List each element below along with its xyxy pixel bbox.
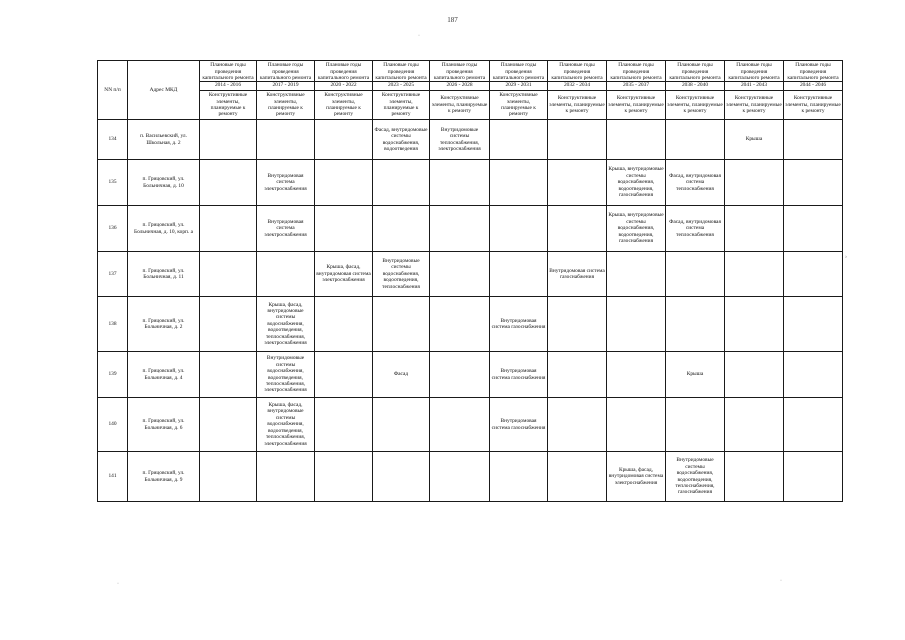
repair-elements-cell: Внутридомовая система газоснабжения	[490, 398, 548, 452]
scan-speck: ·	[117, 581, 119, 587]
repair-elements-cell	[430, 160, 490, 206]
repair-elements-cell	[315, 206, 373, 252]
repair-elements-cell: Фасад, внутридомовая система теплоснабжения	[666, 206, 725, 252]
repair-elements-cell	[784, 206, 843, 252]
repair-elements-cell	[315, 120, 373, 160]
repair-elements-cell	[725, 206, 784, 252]
header-elements-6: Конструктивные элементы, планируемые к ремонту	[548, 91, 607, 120]
repair-elements-cell	[725, 252, 784, 297]
header-period-caption: Плановые годы проведения капитального ремонта	[433, 62, 486, 81]
repair-elements-cell	[607, 252, 666, 297]
header-period-3	[373, 61, 430, 91]
repair-elements-cell: Внутридомовая система электроснабжения	[257, 206, 315, 252]
row-address: п. Грицовский, ул. Больничная, д. 9	[128, 452, 200, 502]
header-period-caption: Плановые годы проведения капитального ремонта	[317, 62, 370, 81]
repair-elements-cell: Внутридомовая система электроснабжения	[257, 160, 315, 206]
repair-elements-cell	[490, 252, 548, 297]
repair-elements-cell	[200, 160, 257, 206]
scan-speck: ·	[780, 578, 782, 584]
header-period-caption: Плановые годы проведения капитального ремонта	[787, 62, 839, 81]
repair-elements-cell	[200, 297, 257, 352]
repair-elements-cell	[430, 352, 490, 398]
repair-elements-cell	[784, 352, 843, 398]
repair-elements-cell	[607, 120, 666, 160]
repair-elements-cell	[725, 160, 784, 206]
header-period-0	[200, 61, 257, 91]
repair-elements-cell	[548, 160, 607, 206]
table-body	[98, 120, 843, 502]
table-row	[98, 297, 843, 352]
repair-elements-cell	[490, 160, 548, 206]
repair-elements-cell	[725, 398, 784, 452]
header-elements-10: Конструктивные элементы, планируемые к ремонту	[784, 91, 843, 120]
repair-elements-cell	[784, 160, 843, 206]
header-period-7	[607, 61, 666, 91]
repair-elements-cell	[200, 206, 257, 252]
header-elements-0: Конструктивные элементы, планируемые к ремонту	[200, 91, 257, 120]
header-period-years: 2017 - 2019	[257, 81, 314, 88]
repair-elements-cell	[200, 452, 257, 502]
header-period-5	[490, 61, 548, 91]
header-elements-2: Конструктивные элементы, планируемые к ремонту	[315, 91, 373, 120]
row-address: п. Васильевский, ул. Школьная, д. 2	[128, 120, 200, 160]
repair-elements-cell	[666, 120, 725, 160]
header-period-4	[430, 61, 490, 91]
repair-elements-cell	[430, 297, 490, 352]
header-period-years: 2032 - 2034	[548, 81, 606, 88]
header-row-periods	[98, 61, 843, 91]
repair-elements-cell	[784, 252, 843, 297]
row-number: 140	[98, 398, 128, 452]
repair-elements-cell: Внутридомовые системы водоснабжения, водоотведения, теплоснабжения, электроснабжения	[257, 352, 315, 398]
row-address: п. Грицовский, ул. Больничная, д. 6	[128, 398, 200, 452]
header-period-caption: Плановые годы проведения капитального ремонта	[610, 62, 662, 81]
header-period-years: 2020 - 2022	[315, 81, 372, 88]
repair-elements-cell	[666, 398, 725, 452]
repair-elements-cell	[373, 160, 430, 206]
repair-elements-cell: Фасад	[373, 352, 430, 398]
table-row	[98, 252, 843, 297]
repair-elements-cell	[490, 452, 548, 502]
repair-elements-cell: Внутридомовые системы водоснабжения, водоотведения, теплоснабжения	[373, 252, 430, 297]
header-period-caption: Плановые годы проведения капитального ремонта	[259, 62, 312, 81]
header-elements-5: Конструктивные элементы, планируемые к ремонту	[490, 91, 548, 120]
repair-elements-cell: Крыша, фасад, внутридомовая система электроснабжения	[315, 252, 373, 297]
repair-elements-cell	[607, 398, 666, 452]
header-period-caption: Плановые годы проведения капитального ремонта	[728, 62, 780, 81]
header-period-8	[666, 61, 725, 91]
repair-elements-cell	[315, 297, 373, 352]
header-period-years: 2023 - 2025	[373, 81, 429, 88]
scan-speck: ›	[845, 254, 847, 260]
header-period-6	[548, 61, 607, 91]
row-number: 141	[98, 452, 128, 502]
header-address: Адрес МКД	[128, 61, 200, 120]
header-period-caption: Плановые годы проведения капитального ремонта	[492, 62, 545, 81]
scan-speck: ·	[418, 33, 420, 39]
repair-elements-cell	[490, 120, 548, 160]
header-elements-3: Конструктивные элементы, планируемые к ремонту	[373, 91, 430, 120]
repair-elements-cell	[725, 352, 784, 398]
repair-elements-cell	[607, 297, 666, 352]
header-period-1	[257, 61, 315, 91]
repair-elements-cell	[430, 452, 490, 502]
repair-elements-cell	[373, 206, 430, 252]
repair-elements-cell	[784, 297, 843, 352]
row-address: п. Грицовский, ул. Больничная, д. 4	[128, 352, 200, 398]
repair-elements-cell	[725, 297, 784, 352]
repair-elements-cell: Внутридомовые системы теплоснабжения, электроснабжения	[430, 120, 490, 160]
repair-elements-cell	[430, 206, 490, 252]
header-period-years: 2041 - 2043	[725, 81, 783, 88]
table-row	[98, 160, 843, 206]
repair-elements-cell	[315, 398, 373, 452]
header-period-years: 2044 - 2046	[784, 81, 842, 88]
row-number: 135	[98, 160, 128, 206]
repair-elements-cell: Крыша, фасад, внутридомовая система электроснабжения	[607, 452, 666, 502]
header-elements-7: Конструктивные элементы, планируемые к ремонту	[607, 91, 666, 120]
header-period-years: 2035 - 2037	[607, 81, 665, 88]
repair-elements-cell: Внутридомовые системы водоснабжения, водоотведения, теплоснабжения, газоснабжения	[666, 452, 725, 502]
row-address: п. Грицовский, ул. Больничная, д. 11	[128, 252, 200, 297]
header-elements-1: Конструктивные элементы, планируемые к ремонту	[257, 91, 315, 120]
repair-elements-cell	[200, 352, 257, 398]
repair-elements-cell	[725, 452, 784, 502]
repair-elements-cell	[784, 120, 843, 160]
repair-elements-cell	[430, 252, 490, 297]
repair-elements-cell	[784, 452, 843, 502]
repair-elements-cell	[666, 297, 725, 352]
header-period-caption: Плановые годы проведения капитального ремонта	[669, 62, 721, 81]
repair-elements-cell: Фасад, внутридомовые системы водоснабжения, водоотведения	[373, 120, 430, 160]
repair-elements-cell	[200, 120, 257, 160]
header-period-10	[784, 61, 843, 91]
table-row	[98, 120, 843, 160]
header-period-years: 2029 - 2031	[490, 81, 547, 88]
repair-elements-cell: Крыша, внутридомовые системы водоснабжения, водоотведения, газоснабжения	[607, 206, 666, 252]
repair-elements-cell: Крыша, фасад, внутридомовые системы водоснабжения, водоотведения, теплоснабжения, электроснабжения	[257, 398, 315, 452]
repair-elements-cell	[548, 398, 607, 452]
header-number: NN п/п	[98, 61, 128, 120]
repair-elements-cell	[548, 120, 607, 160]
table-row	[98, 398, 843, 452]
header-period-caption: Плановые годы проведения капитального ремонта	[551, 62, 603, 81]
repair-elements-cell	[490, 206, 548, 252]
header-period-caption: Плановые годы проведения капитального ремонта	[202, 62, 254, 81]
header-period-2	[315, 61, 373, 91]
repair-elements-cell: Крыша	[725, 120, 784, 160]
row-number: 137	[98, 252, 128, 297]
repair-elements-cell	[257, 120, 315, 160]
repair-elements-cell	[666, 252, 725, 297]
repair-elements-cell	[200, 252, 257, 297]
header-row-elements	[98, 91, 843, 120]
row-number: 134	[98, 120, 128, 160]
repair-elements-cell	[784, 398, 843, 452]
repair-elements-cell	[373, 398, 430, 452]
repair-elements-cell	[315, 452, 373, 502]
repair-elements-cell	[548, 206, 607, 252]
table-row	[98, 452, 843, 502]
capital-repair-schedule-table	[97, 60, 843, 502]
repair-elements-cell: Внутридомовая система газоснабжения	[490, 297, 548, 352]
header-period-years: 2038 - 2040	[666, 81, 724, 88]
repair-elements-cell	[607, 352, 666, 398]
repair-elements-cell	[548, 297, 607, 352]
row-number: 138	[98, 297, 128, 352]
repair-elements-cell: Крыша	[666, 352, 725, 398]
repair-elements-cell: Внутридомовая система газоснабжения	[548, 252, 607, 297]
header-elements-8: Конструктивные элементы, планируемые к ремонту	[666, 91, 725, 120]
repair-elements-cell	[257, 252, 315, 297]
header-elements-9: Конструктивные элементы, планируемые к ремонту	[725, 91, 784, 120]
row-address: п. Грицовский, ул. Больничная, д. 2	[128, 297, 200, 352]
table-header	[98, 61, 843, 120]
repair-elements-cell	[548, 352, 607, 398]
header-period-9	[725, 61, 784, 91]
row-number: 136	[98, 206, 128, 252]
row-number: 139	[98, 352, 128, 398]
repair-elements-cell	[373, 452, 430, 502]
header-period-years: 2026 - 2028	[430, 81, 489, 88]
repair-elements-cell	[430, 398, 490, 452]
header-period-caption: Плановые годы проведения капитального ремонта	[375, 62, 427, 81]
row-address: п. Грицовский, ул. Больничная, д. 10, корп. а	[128, 206, 200, 252]
page-number: 187	[447, 16, 458, 24]
repair-elements-cell: Фасад, внутридомовая система теплоснабжения	[666, 160, 725, 206]
repair-elements-cell	[315, 352, 373, 398]
repair-elements-cell: Крыша, фасад, внутридомовые системы водоснабжения, водоотведения, теплоснабжения, электроснабжения	[257, 297, 315, 352]
row-address: п. Грицовский, ул. Больничная, д. 10	[128, 160, 200, 206]
table-row	[98, 352, 843, 398]
repair-elements-cell	[548, 452, 607, 502]
repair-elements-cell: Внутридомовая система газоснабжения	[490, 352, 548, 398]
header-elements-4: Конструктивные элементы, планируемые к ремонту	[430, 91, 490, 120]
repair-elements-cell	[200, 398, 257, 452]
header-period-years: 2014 - 2016	[200, 81, 256, 88]
repair-elements-cell	[315, 160, 373, 206]
repair-elements-cell	[257, 452, 315, 502]
table-row	[98, 206, 843, 252]
repair-elements-cell	[373, 297, 430, 352]
repair-elements-cell: Крыша, внутридомовые системы водоснабжения, водоотведения, газоснабжения	[607, 160, 666, 206]
